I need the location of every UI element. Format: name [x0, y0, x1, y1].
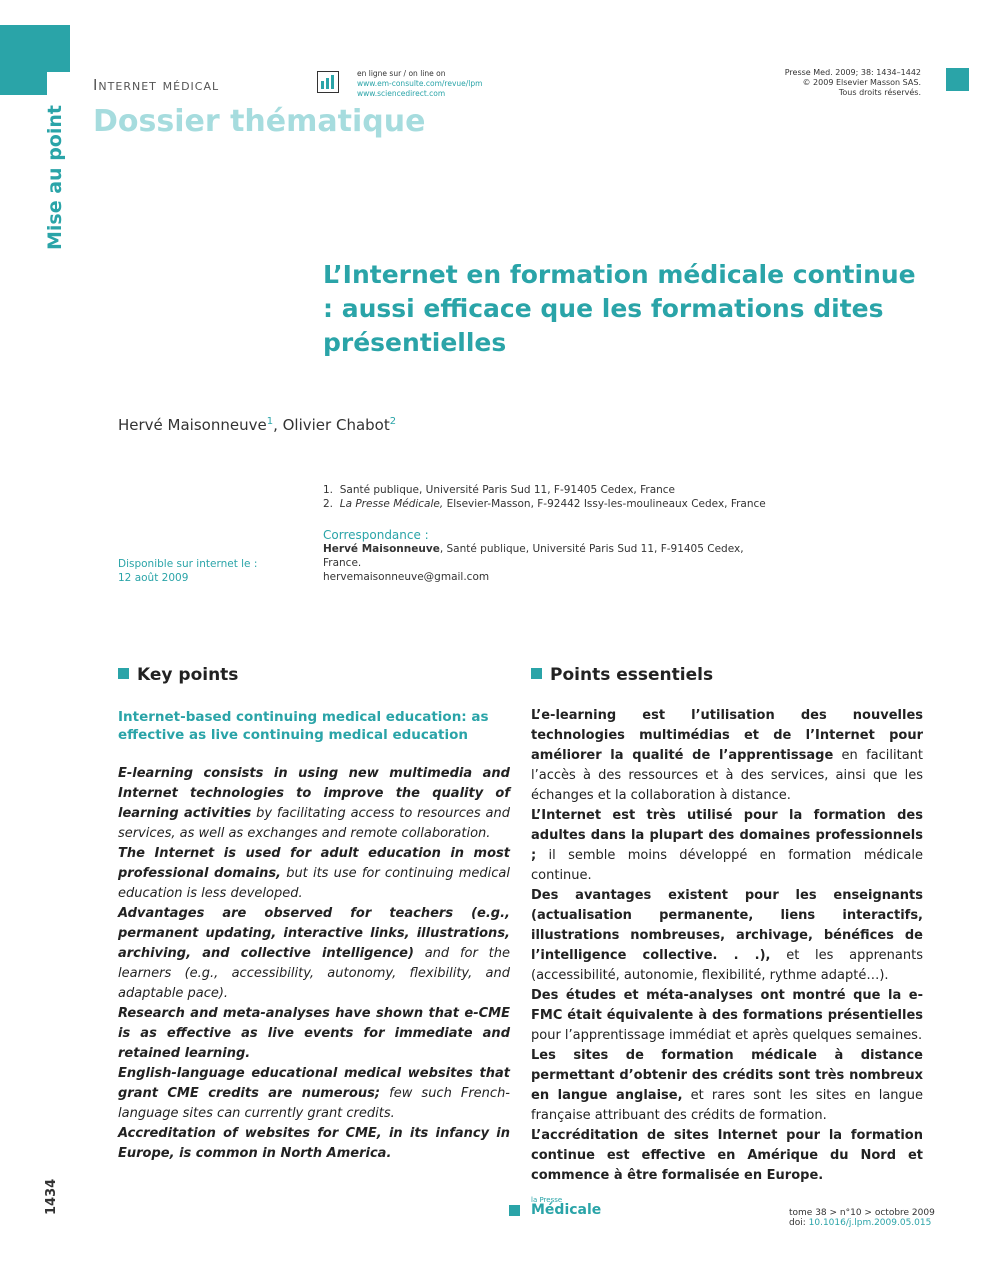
copyright: © 2009 Elsevier Masson SAS.: [802, 78, 921, 87]
key-point: The Internet is used for adult education in most professional domains, but its use for continuing medical education is less developed.: [118, 846, 510, 901]
point-essentiel: Les sites de formation médicale à distance permettant d’obtenir des crédits sont très nombreux en langue anglaise, et rares sont les sites en langue française attribuant des crédits de formation.: [531, 1048, 924, 1123]
online-links: [357, 69, 482, 99]
points-essentiels-heading: Points essentiels: [531, 665, 713, 685]
correspondence: [323, 528, 744, 584]
online-label: en ligne sur / on line on: [357, 69, 446, 78]
author-name: Hervé Maisonneuve: [118, 416, 267, 434]
point-essentiel: Des études et méta-analyses ont montré que la e-FMC était équivalente à des formations présentielles pour l’apprentissage immédiat et après quelques semaines.: [531, 988, 923, 1043]
affiliation-1: 1. Santé publique, Université Paris Sud 11, F-91405 Cedex, France: [323, 484, 676, 496]
point-essentiel: Des avantages existent pour les enseignants (actualisation permanente, liens interactifs, illustrations nombreuses, archivage, bénéfices de l’intelligence collective. . .), et les apprenants (accessibilité, autonomie, flexibilité, rythme adapté…).: [531, 888, 923, 983]
doi-link[interactable]: 10.1016/j.lpm.2009.05.015: [808, 1218, 932, 1228]
key-point: Accreditation of websites for CME, in its infancy in Europe, is common in North America.: [118, 1126, 510, 1161]
correspondence-address: , Santé publique, Université Paris Sud 11, F-91405 Cedex,: [439, 543, 744, 555]
key-point: Research and meta-analyses have shown that e-CME is as effective as live events for immediate and retained learning.: [118, 1006, 510, 1061]
author-name: Olivier Chabot: [282, 416, 390, 434]
key-points-heading: Key points: [118, 665, 238, 685]
logo-small-text: la Presse: [531, 1196, 563, 1204]
availability: [118, 557, 257, 585]
correspondence-label: Correspondance :: [323, 528, 429, 542]
author-affil-ref[interactable]: 2: [389, 416, 397, 427]
section-banner: Dossier thématique: [93, 104, 426, 139]
availability-label: Disponible sur internet le :: [118, 558, 258, 570]
correspondence-name: Hervé Maisonneuve: [323, 543, 440, 555]
affiliations: [323, 483, 766, 511]
points-essentiels-body: [531, 706, 923, 1186]
online-link-sciencedirect[interactable]: www.sciencedirect.com: [357, 89, 446, 98]
article-title: L’Internet en formation médicale continue : aussi efficace que les formations dites présentielles: [323, 260, 916, 357]
key-point: E-learning consists in using new multimedia and Internet technologies to improve the quality of learning activities by facilitating access to resources and services, as well as exchanges and remote collaboration.: [118, 766, 510, 841]
point-essentiel: L’accréditation de sites Internet pour la formation continue est effective en Amérique du Nord et commence à être formalisée en Europe.: [531, 1128, 923, 1183]
square-bullet-icon: [531, 668, 542, 679]
issue-info: tome 38 > n°10 > octobre 2009: [789, 1208, 935, 1218]
page-number: 1434: [44, 1178, 59, 1215]
correspondence-email[interactable]: hervemaisonneuve@gmail.com: [323, 571, 490, 583]
citation: Presse Med. 2009; 38: 1434–1442: [784, 68, 921, 77]
square-bullet-icon: [118, 668, 129, 679]
key-point: English-language educational medical websites that grant CME credits are numerous; few such French-language sites can currently grant credits.: [118, 1066, 510, 1121]
rights: Tous droits réservés.: [838, 88, 921, 97]
point-essentiel: L’e-learning est l’utilisation des nouvelles technologies multimédias et de l’Internet pour améliorer la qualité de l’apprentissage en facilitant l’accès à des ressources et à des services, ainsi que les échanges et la collaboration à distance.: [531, 708, 923, 803]
rubric: Internet médical: [93, 76, 220, 94]
correspondence-country: France.: [323, 557, 362, 569]
vertical-label: Mise au point: [44, 105, 66, 250]
publication-info: [785, 68, 921, 98]
key-points-body: [118, 764, 510, 1164]
corner-notch: [47, 72, 70, 95]
affiliation-2: 2. La Presse Médicale, Elsevier-Masson, F-92442 Issy-les-moulineaux Cedex, France: [323, 498, 766, 510]
logo-square-icon: [509, 1205, 520, 1216]
key-points-subtitle: Internet-based continuing medical education: as effective as live continuing medical education: [118, 709, 489, 743]
header-square: [946, 68, 969, 91]
author-affil-ref[interactable]: 1: [266, 416, 274, 427]
point-essentiel: L’Internet est très utilisé pour la formation des adultes dans la plupart des domaines professionnels ; il semble moins développé en formation médicale continue.: [531, 808, 923, 883]
online-link-emconsulte[interactable]: www.em-consulte.com/revue/lpm: [357, 79, 483, 88]
footer-reference: tome 38 > n°10 > octobre 2009 doi: 10.1016/j.lpm.2009.05.015: [789, 1208, 935, 1228]
key-point: Advantages are observed for teachers (e.g., permanent updating, interactive links, illustrations, archiving, and collective intelligence) and for the learners (e.g., accessibility, autonomy, flexibility, and adaptable pace).: [118, 906, 510, 1001]
logo-big-text: Médicale: [531, 1202, 602, 1218]
availability-date: 12 août 2009: [118, 572, 189, 584]
author-list: Hervé Maisonneuve$^1$, Olivier Chabot$^2$: [118, 416, 397, 434]
bar-chart-icon: [317, 71, 339, 93]
